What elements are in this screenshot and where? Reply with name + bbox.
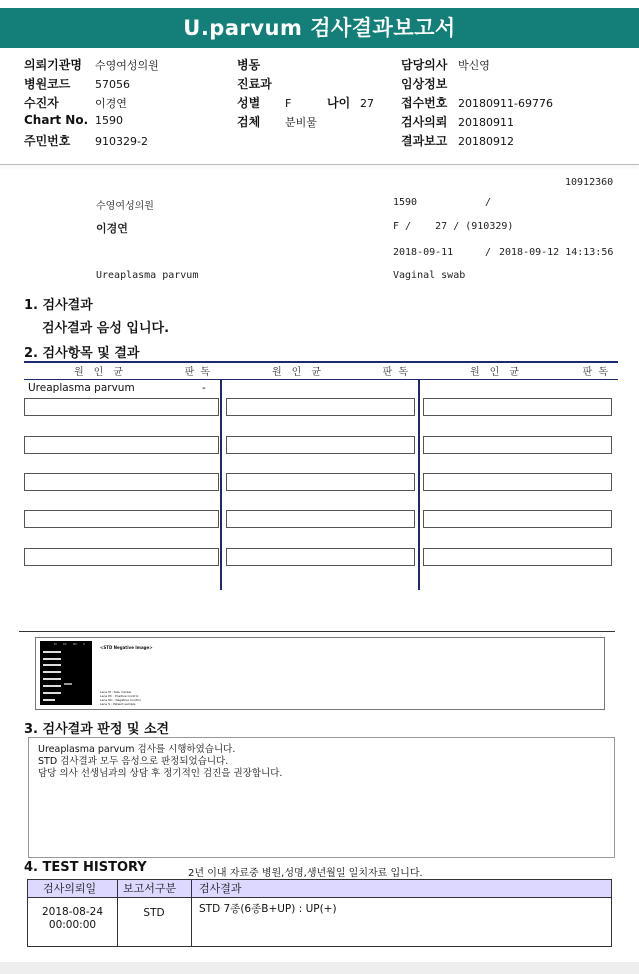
grid-col-header-1 xyxy=(24,363,220,379)
header-col-2 xyxy=(237,56,374,132)
col-organism-label: 원인균 xyxy=(74,367,133,378)
gel-legend-item: Lane PC : Positive Control xyxy=(100,694,139,698)
label-age: 나이 xyxy=(327,96,351,110)
value-hospital-code: 57056 xyxy=(95,78,130,91)
history-col-type: 보고서구분 xyxy=(123,882,177,895)
history-date: 2018-08-24 xyxy=(41,906,104,918)
history-row-date xyxy=(28,906,117,932)
gel-band xyxy=(43,658,61,660)
history-table xyxy=(27,879,612,947)
grid-cell xyxy=(226,436,415,454)
report-number: 10912360 xyxy=(565,177,614,188)
value-age: 27 xyxy=(360,97,374,110)
grid-divider-1 xyxy=(220,379,222,590)
history-row-type: STD xyxy=(143,907,165,919)
history-note: 2년 이내 자료중 병원,성명,생년월일 일치자료 입니다. xyxy=(188,868,423,879)
report-title: U.parvum 검사결과보고서 xyxy=(0,8,639,48)
gel-image xyxy=(40,641,92,705)
report-date-report: 2018-09-12 14:13:56 xyxy=(499,247,614,258)
grid-cell xyxy=(24,436,219,454)
findings-box xyxy=(28,737,615,858)
gel-image-panel xyxy=(35,637,605,710)
history-time: 00:00:00 xyxy=(48,919,97,931)
label-doctor: 담당의사 xyxy=(401,58,448,72)
label-hospital-code: 병원코드 xyxy=(24,77,71,91)
grid-cell xyxy=(24,398,219,416)
label-receipt-no: 접수번호 xyxy=(401,96,448,110)
report-date-request: 2018-09-11 xyxy=(393,247,454,258)
col-judgement-label: 판독 xyxy=(184,367,216,378)
gel-band xyxy=(43,678,61,680)
header-col-3 xyxy=(401,56,553,151)
gel-band xyxy=(43,692,61,694)
header-divider xyxy=(0,164,639,165)
finding-line: Ureaplasma parvum 검사를 시행하였습니다. xyxy=(38,744,236,755)
label-report-date: 결과보고 xyxy=(401,134,448,148)
label-chart-no: Chart No. xyxy=(24,113,89,127)
grid-cell xyxy=(423,398,612,416)
history-header-row xyxy=(28,880,611,898)
value-doctor: 박신영 xyxy=(458,59,490,72)
value-patient: 이경연 xyxy=(95,97,127,110)
grid-cell xyxy=(226,473,415,491)
value-specimen: 분비물 xyxy=(285,116,317,129)
col-judgement-label: 판독 xyxy=(582,367,614,378)
value-chart-no: 1590 xyxy=(95,114,123,127)
gel-lane-label: M xyxy=(54,642,57,646)
gel-lane-label: PC xyxy=(63,642,67,646)
label-request-date: 검사의뢰 xyxy=(401,115,448,129)
label-ward: 병동 xyxy=(237,58,261,72)
gel-lane-label: NC xyxy=(73,642,78,646)
grid-col-header-2 xyxy=(222,363,418,379)
gel-image-title: <STD Negative Image> xyxy=(100,645,153,650)
col-organism-label: 원인균 xyxy=(470,367,529,378)
report-chart: 1590 xyxy=(393,197,418,208)
grid-cell xyxy=(226,398,415,416)
col-judgement-label: 판독 xyxy=(382,367,414,378)
label-clinical-info: 임상정보 xyxy=(401,77,448,91)
page-bottom-bar xyxy=(0,962,639,974)
section3-title: 3. 검사결과 판정 및 소견 xyxy=(24,722,170,737)
report-hospital: 수영여성의원 xyxy=(96,201,154,212)
gel-band xyxy=(64,683,72,685)
history-col-date: 검사의뢰일 xyxy=(43,882,97,895)
grid-cell xyxy=(423,548,612,566)
gel-legend-item: Lane NC : Negative Control xyxy=(100,698,141,702)
section1-result: 검사결과 음성 입니다. xyxy=(42,321,170,336)
value-request-date: 20180911 xyxy=(458,116,514,129)
gel-legend-item: Lane M : Size marker xyxy=(100,690,132,694)
grid-first-result: - xyxy=(202,382,206,394)
grid-cell xyxy=(24,473,219,491)
value-report-date: 20180912 xyxy=(458,135,514,148)
grid-cell xyxy=(423,510,612,528)
gel-legend-item: Lane S : Patient sample xyxy=(100,702,136,706)
section4-title: 4. TEST HISTORY xyxy=(24,860,147,875)
gel-band xyxy=(43,699,55,701)
header-col-1 xyxy=(24,56,159,151)
label-patient: 수진자 xyxy=(24,96,59,110)
grid-header-underline xyxy=(24,379,618,380)
gel-band xyxy=(43,671,61,673)
grid-divider-2 xyxy=(418,379,420,590)
history-col-result: 검사결과 xyxy=(199,882,242,895)
label-department: 진료과 xyxy=(237,77,272,91)
section2-title: 2. 검사항목 및 결과 xyxy=(24,346,140,361)
grid-cell xyxy=(24,548,219,566)
patient-header xyxy=(0,52,639,164)
label-sex: 성별 xyxy=(237,96,261,110)
value-sex: F xyxy=(285,97,292,110)
grid-col-header-3 xyxy=(420,363,618,379)
section1-title: 1. 검사결과 xyxy=(24,298,93,313)
label-resident-no: 주민번호 xyxy=(24,134,71,148)
report-test-name: Ureaplasma parvum xyxy=(96,270,199,281)
finding-line: 담당 의사 선생님과의 상담 후 정기적인 검진을 권장합니다. xyxy=(38,768,283,779)
grid-cell xyxy=(226,510,415,528)
grid-cell xyxy=(24,510,219,528)
history-col-divider xyxy=(191,880,192,946)
gel-band xyxy=(43,664,61,666)
report-date-separator: / xyxy=(485,247,492,258)
report-sex-age: F / 27 / (910329) xyxy=(393,221,514,232)
grid-cell xyxy=(423,436,612,454)
grid-first-organism: Ureaplasma parvum xyxy=(28,382,135,394)
report-chart-slash: / xyxy=(485,197,492,208)
value-resident-no: 910329-2 xyxy=(95,135,148,148)
image-divider xyxy=(19,631,615,632)
report-patient: 이경연 xyxy=(96,222,128,235)
grid-cell xyxy=(423,473,612,491)
finding-line: STD 검사결과 모두 음성으로 판정되었습니다. xyxy=(38,756,229,767)
gel-band xyxy=(43,685,61,687)
gel-legend xyxy=(100,690,141,706)
label-specimen: 검체 xyxy=(237,115,261,129)
value-receipt-no: 20180911-69776 xyxy=(458,97,553,110)
col-organism-label: 원인균 xyxy=(272,367,331,378)
history-row-result: STD 7종(6종B+UP) : UP(+) xyxy=(199,903,337,915)
value-institution: 수영여성의원 xyxy=(95,59,159,72)
gel-band xyxy=(43,651,61,653)
grid-cell xyxy=(226,548,415,566)
report-specimen: Vaginal swab xyxy=(393,270,466,281)
label-institution: 의뢰기관명 xyxy=(24,58,82,72)
gel-lane-label: S xyxy=(83,642,85,646)
